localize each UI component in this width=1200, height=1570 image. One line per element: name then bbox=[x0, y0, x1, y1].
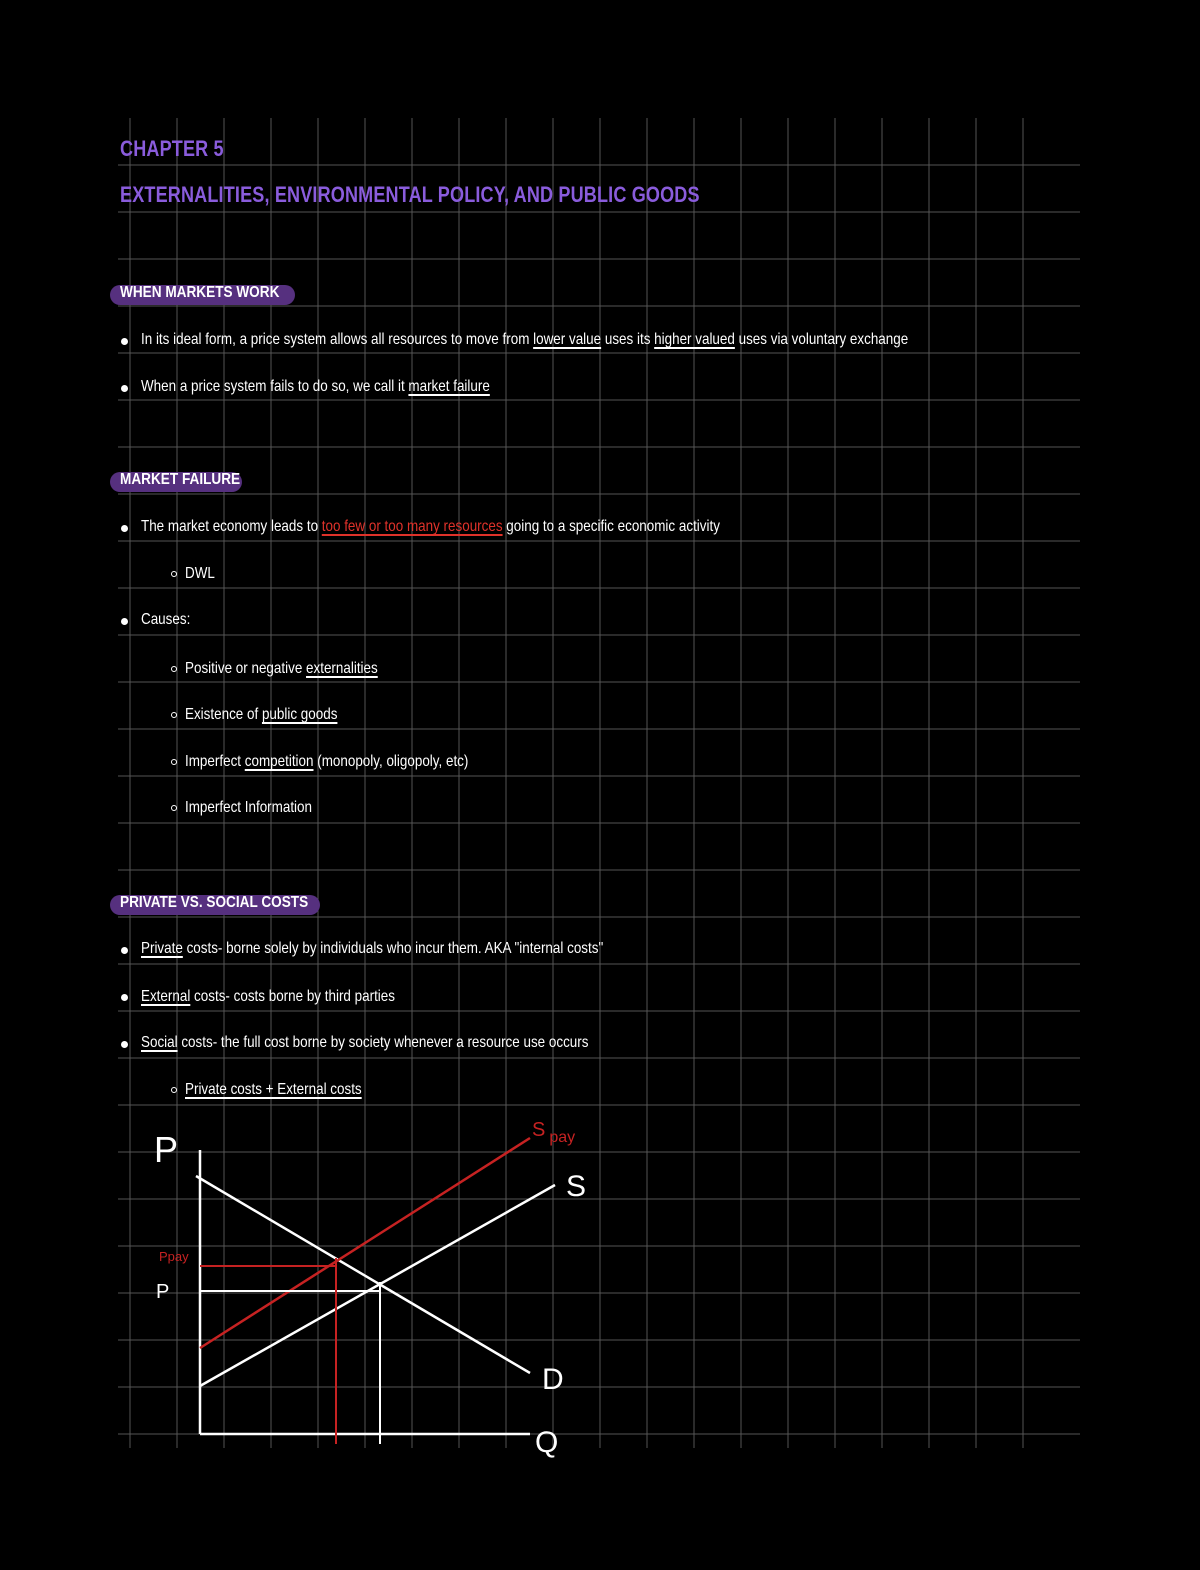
supply-pay-s: S bbox=[532, 1119, 546, 1141]
section-heading-costs: PRIVATE VS. SOCIAL COSTS bbox=[120, 894, 309, 911]
demand-label: D bbox=[542, 1363, 564, 1396]
cause-public-goods: Existence of public goods bbox=[185, 706, 338, 723]
demand-curve bbox=[196, 1176, 530, 1373]
supply-label: S bbox=[566, 1170, 587, 1203]
section-heading-market-failure: MARKET FAILURE bbox=[120, 471, 241, 488]
bullet-market-economy: The market economy leads to too few or too many resources going to a specific economic activity bbox=[141, 518, 720, 535]
supply-pay-sub: pay bbox=[549, 1129, 576, 1146]
cause-imperfect-information: Imperfect Information bbox=[185, 799, 312, 816]
chapter-label: CHAPTER 5 bbox=[120, 136, 224, 161]
page-title: EXTERNALITIES, ENVIRONMENTAL POLICY, AND PUBLIC GOODS bbox=[120, 182, 700, 207]
bullet-external-costs: External costs- costs borne by third parties bbox=[141, 988, 395, 1005]
cause-imperfect-competition: Imperfect competition (monopoly, oligopoly, etc) bbox=[185, 753, 469, 770]
section-heading-markets-work: WHEN MARKETS WORK bbox=[120, 284, 280, 301]
bullet-causes: Causes: bbox=[141, 611, 191, 628]
cause-externalities: Positive or negative externalities bbox=[185, 660, 378, 677]
supply-pay-label bbox=[532, 1119, 575, 1146]
x-axis-label: Q bbox=[535, 1426, 559, 1459]
sub-bullet-private-plus-external: Private costs + External costs bbox=[185, 1081, 362, 1098]
supply-pay-curve bbox=[200, 1138, 530, 1348]
y-axis-label: P bbox=[154, 1129, 179, 1170]
sub-bullet-dwl: DWL bbox=[185, 565, 215, 582]
p-pay-label: Ppay bbox=[159, 1249, 189, 1264]
bullet-price-system-fails: When a price system fails to do so, we call it market failure bbox=[141, 378, 490, 395]
bullet-private-costs: Private costs- borne solely by individuals who incur them. AKA "internal costs" bbox=[141, 940, 604, 957]
bullet-social-costs: Social costs- the full cost borne by society whenever a resource use occurs bbox=[141, 1034, 589, 1051]
bullet-ideal-form: In its ideal form, a price system allows all resources to move from lower value uses its higher valued uses via voluntary exchange bbox=[141, 331, 909, 348]
p-label: P bbox=[156, 1281, 170, 1303]
